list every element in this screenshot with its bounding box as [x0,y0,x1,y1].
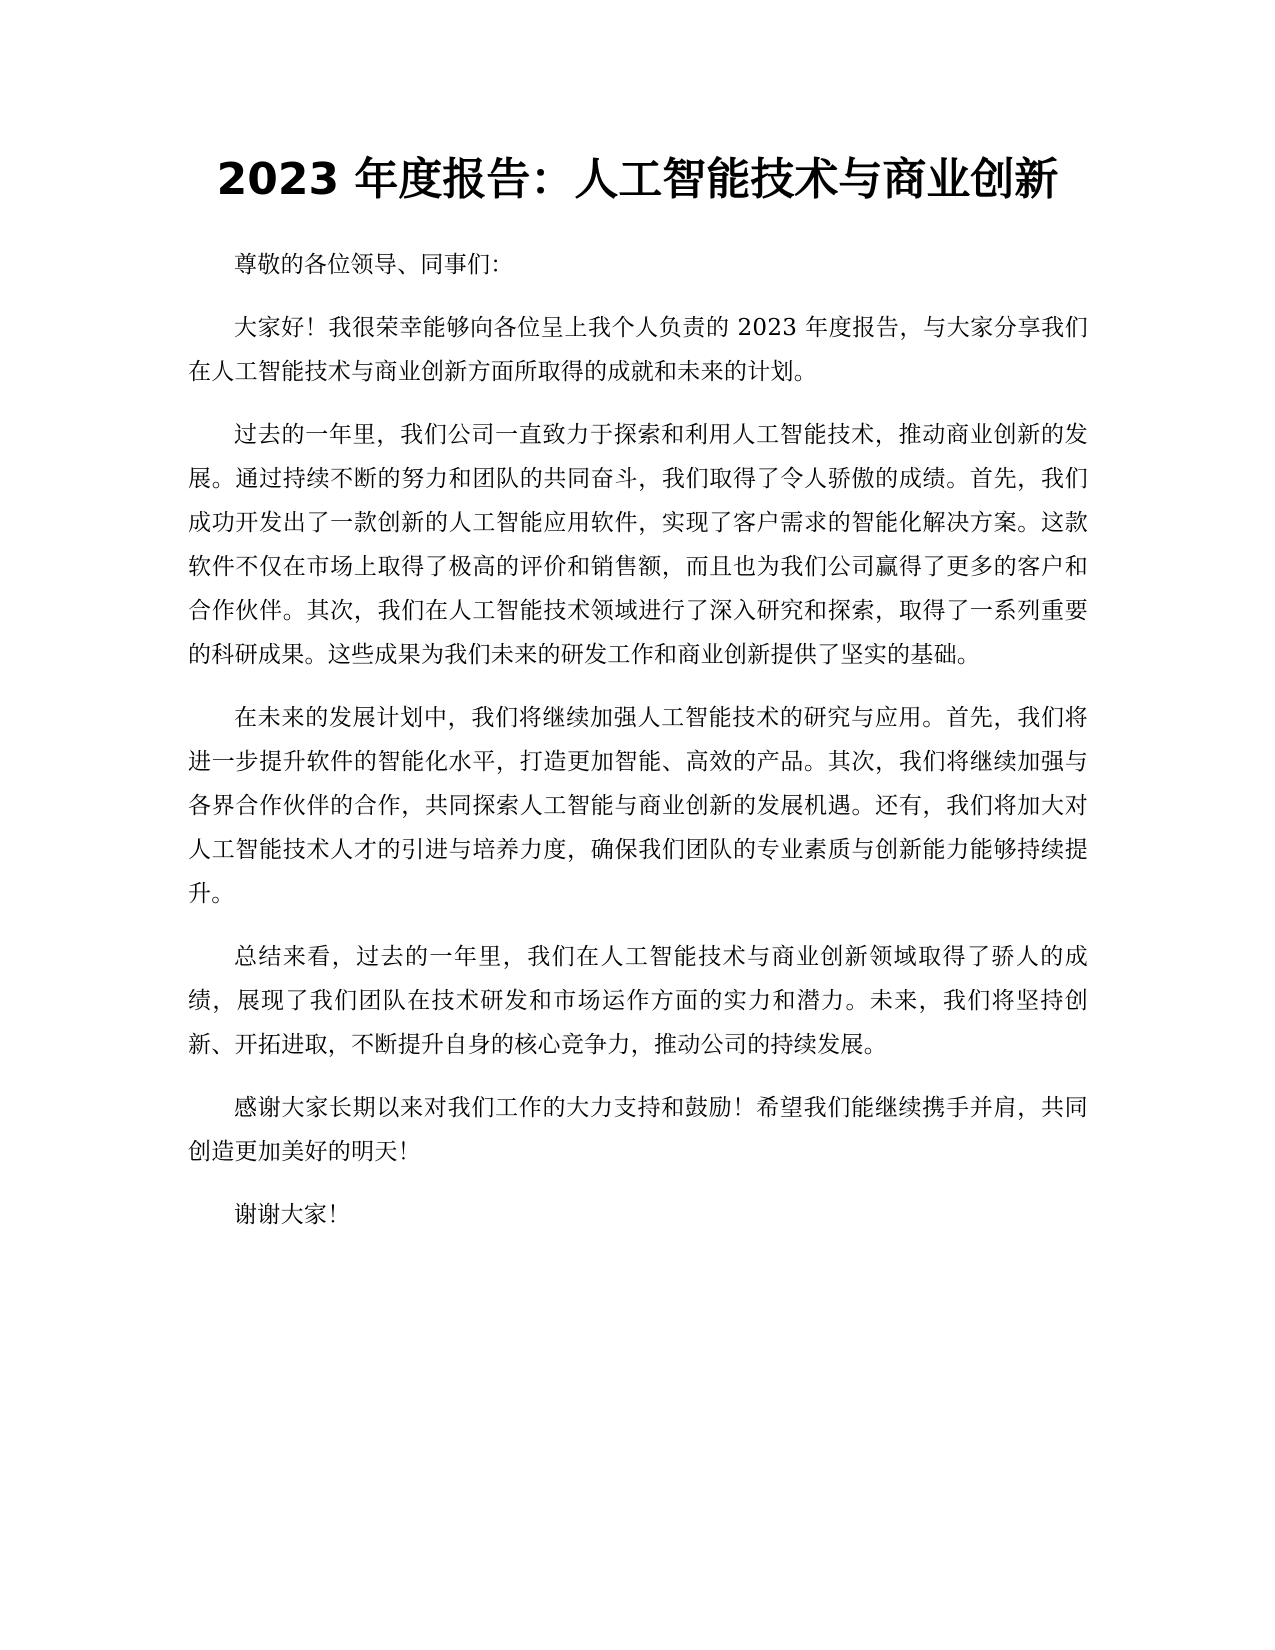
intro-paragraph: 大家好！我很荣幸能够向各位呈上我个人负责的 2023 年度报告，与大家分享我们在人工智能技术与商业创新方面所取得的成就和未来的计划。 [188,315,1088,385]
salutation-paragraph: 尊敬的各位领导、同事们： [234,252,514,278]
document-body [188,243,1088,1256]
document-title: 2023 年度报告：人工智能技术与商业创新 [216,154,1059,205]
closing-paragraph: 谢谢大家！ [234,1202,351,1228]
future-plans-paragraph: 在未来的发展计划中，我们将继续加强人工智能技术的研究与应用。首先，我们将进一步提升软件的智能化水平，打造更加智能、高效的产品。其次，我们将继续加强与各界合作伙伴的合作，共同探索人工智能与商业创新的发展机遇。还有，我们将加大对人工智能技术人才的引进与培养力度，确保我们团队的专业素质与创新能力能够持续提升。 [188,705,1088,907]
thanks-paragraph: 感谢大家长期以来对我们工作的大力支持和鼓励！希望我们能继续携手并肩，共同创造更加美好的明天！ [188,1095,1088,1165]
summary-paragraph: 总结来看，过去的一年里，我们在人工智能技术与商业创新领域取得了骄人的成绩，展现了我们团队在技术研发和市场运作方面的实力和潜力。未来，我们将坚持创新、开拓进取，不断提升自身的核心竞争力，推动公司的持续发展。 [188,944,1088,1058]
achievements-paragraph: 过去的一年里，我们公司一直致力于探索和利用人工智能技术，推动商业创新的发展。通过持续不断的努力和团队的共同奋斗，我们取得了令人骄傲的成绩。首先，我们成功开发出了一款创新的人工智能应用软件，实现了客户需求的智能化解决方案。这款软件不仅在市场上取得了极高的评价和销售额，而且也为我们公司赢得了更多的客户和合作伙伴。其次，我们在人工智能技术领域进行了深入研究和探索，取得了一系列重要的科研成果。这些成果为我们未来的研发工作和商业创新提供了坚实的基础。 [188,422,1088,668]
